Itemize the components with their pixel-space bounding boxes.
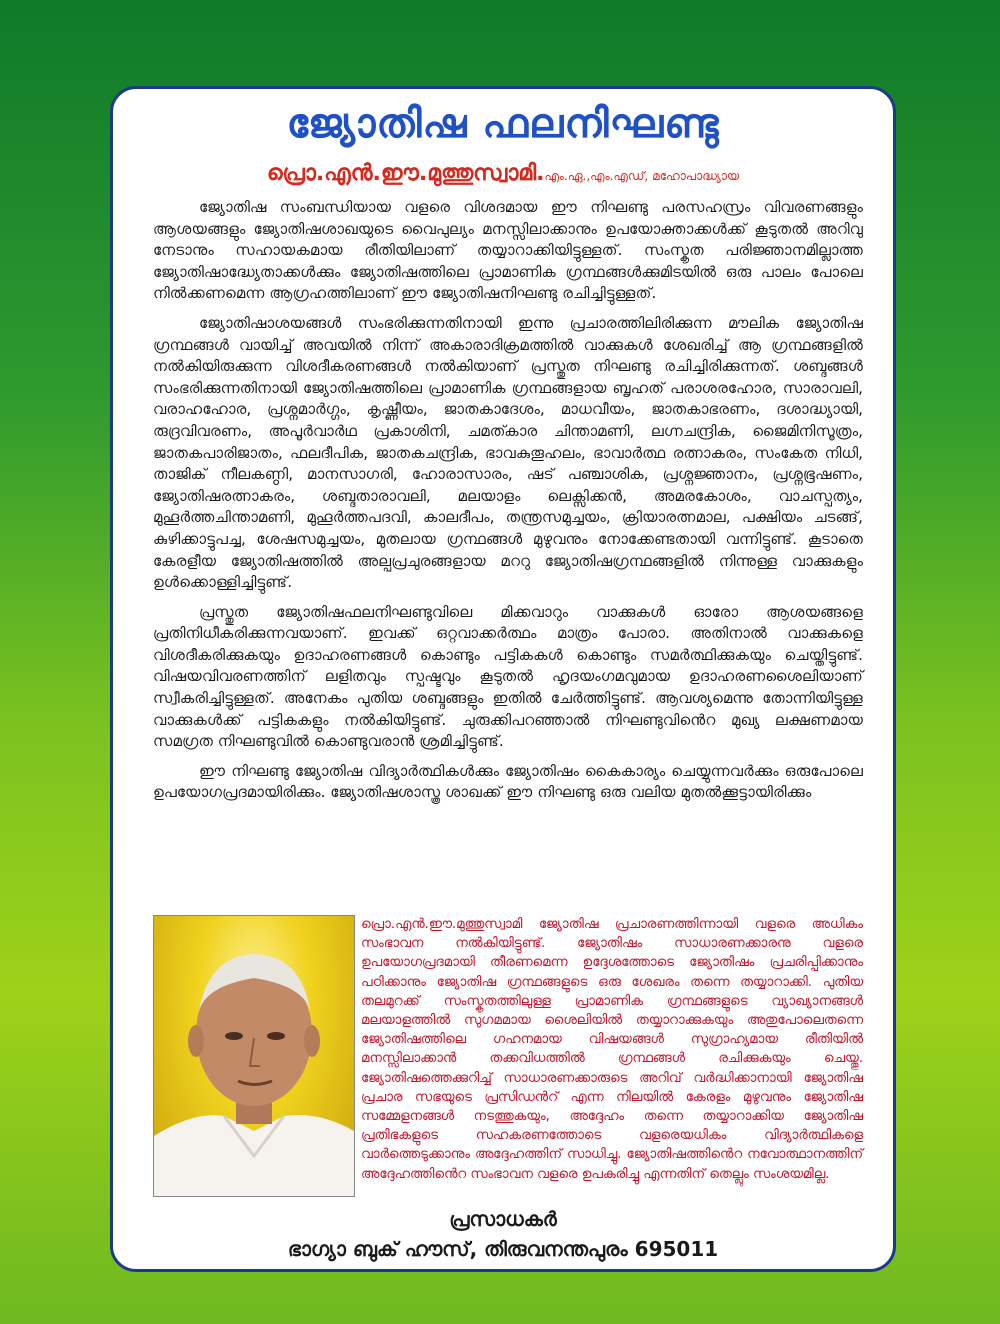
author-portrait-icon xyxy=(154,916,354,1196)
author-photo xyxy=(153,915,355,1197)
description-paragraph: ഈ നിഘണ്ടു ജ്യോതിഷ വിദ്യാർത്ഥികൾക്കും ജ്യോതിഷം കൈകാര്യം ചെയ്യുന്നവർക്കും ഒരുപോലെ ഉപയോഗപ്രദമായിരിക്കും. ജ്യോതിഷശാസ്ത്ര ശാഖക്ക് ഈ നിഘണ്ടു ഒരു വലിയ മുതൽക്കൂട്ടായിരിക്കും xyxy=(153,761,863,802)
description xyxy=(153,197,863,812)
description-paragraph: ജ്യോതിഷാശയങ്ങൾ സംഭരിക്കുന്നതിനായി ഇന്നു പ്രചാരത്തിലിരിക്കുന്ന മൗലിക ജ്യോതിഷ ഗ്രന്ഥങ്ങൾ വായിച്ച് അവയിൽ നിന്ന് അകാരാദിക്രമത്തിൽ വാക്കുകൾ ശേഖരിച്ച് ആ ഗ്രന്ഥങ്ങളിൽ നൽകിയിരുക്കുന്ന വിശദീകരണങ്ങൾ നൽകിയാണ് പ്രസ്തുത നിഘണ്ടു രചിച്ചിരിക്കുന്നത്. ശബ്ദങ്ങൾ സംഭരിക്കുന്നതിനായി ജ്യോതിഷത്തിലെ പ്രാമാണിക ഗ്രന്ഥങ്ങളായ ബൃഹത് പരാശരഹോര, സാരാവലി, വരാഹഹോര, പ്രശ്നമാർഗ്ഗം, കൃഷ്ണീയം, ജാതകാദേശം, മാധവീയം, ജാതകാഭരണം, ദശാദ്ധ്യായി, രുദ്രവിവരണം, അപൂർവാർഥ പ്രകാശിനി, ചമത്കാര ചിന്താമണി, ലഗ്നചന്ദ്രിക, ജൈമിനിസൂത്രം, ജാതകപാരിജാതം, ഫലദീപിക, ജാതകചന്ദ്രിക, ഭാവകുതൂഹലം, ഭാവാർത്ഥ രത്നാകരം, സംകേത നിധി, താജിക് നീലകണ്ഠി, മാനസാഗരി, ഹോരാസാരം, ഷട് പഞ്ചാശിക, പ്രശ്നജ്ഞാനം, പ്രശ്നഭൂഷണം, ജ്യോതിഷരത്നാകരം, ശബ്ദതാരാവലി, മലയാളം ലെക്സിക്കൻ, അമരകോശം, വാചസ്പത്യം, മുഹൂർത്തചിന്താമണി, മുഹൂർത്തപദവി, കാലദീപം, തന്ത്രസമുച്ചയം, ക്രിയാരത്നമാല, പക്ഷിയം ചടങ്ങ്, കുഴിക്കാട്ടുപച്ച, ശേഷസമുച്ചയം, മുതലായ ഗ്രന്ഥങ്ങൾ മുഴുവനും നോക്കേണ്ടതായി വന്നിട്ടുണ്ട്. കൂടാതെ കേരളീയ ജ്യോതിഷത്തിൽ അല്പപ്രചുരങ്ങളായ മററു ജ്യോതിഷഗ്രന്ഥങ്ങളിൽ നിന്നുള്ള വാക്കുകളും ഉൾക്കൊള്ളിച്ചിട്ടുണ്ട്. xyxy=(153,313,863,592)
book-title: ജ്യോതിഷ ഫലനിഘണ്ടു xyxy=(286,101,720,147)
description-paragraph: പ്രസ്തുത ജ്യോതിഷഫലനിഘണ്ടുവിലെ മിക്കവാറും വാക്കുകൾ ഓരോ ആശയങ്ങളെ പ്രതിനിധീകരിക്കുന്നവയാണ്. ഇവക്ക് ഒറ്റവാക്കർത്ഥം മാത്രം പോരാ. അതിനാൽ വാക്കുകളെ വിശദീകരിക്കുകയും ഉദാഹരണങ്ങൾ കൊണ്ടും പട്ടികകൾ കൊണ്ടും സമർത്ഥിക്കുകയും ചെയ്തിട്ടുണ്ട്. വിഷയവിവരണത്തിന് ലളിതവും സ്പഷ്ടവും കൂടുതൽ ഹൃദയംഗമവുമായ ഉദാഹരണശൈലിയാണ് സ്വീകരിച്ചിട്ടുള്ളത്. അനേകം പുതിയ ശബ്ദങ്ങളും ഇതിൽ ചേർത്തിട്ടുണ്ട്. ആവശ്യമെന്നു തോന്നിയിട്ടുള്ള വാക്കുകൾക്ക് പട്ടികകളും നൽകിയിട്ടുണ്ട്. ചുരുക്കിപറഞ്ഞാൽ നിഘണ്ടുവിൻെറ മുഖ്യ ലക്ഷണമായ സമഗ്രത നിഘണ്ടുവിൽ കൊണ്ടുവരാൻ ശ്രമിച്ചിട്ടുണ്ട്. xyxy=(153,602,863,751)
author-qualifications: എം.ഏ.,എം.എഡ്, മഹോപാദ്ധ്യായ xyxy=(544,169,740,183)
description-paragraph: ജ്യോതിഷ സംബന്ധിയായ വളരെ വിശദമായ ഈ നിഘണ്ടു പരസഹസ്രം വിവരണങ്ങളും ആശയങ്ങളും ജ്യോതിഷശാഖയുടെ വൈപുല്യം മനസ്സിലാക്കാനും ഉപയോക്താക്കൾക്ക് കൂടുതൽ അറിവു നേടാനും സഹായകമായ രീതിയിലാണ് തയ്യാറാക്കിയിട്ടുള്ളത്. സംസ്കൃത പരിജ്ഞാനമില്ലാത്ത ജ്യോതിഷാദ്ധ്യേതാക്കൾക്കും ജ്യോതിഷത്തിലെ പ്രാമാണിക ഗ്രന്ഥങ്ങൾക്കുമിടയിൽ ഒരു പാലം പോലെ നിൽക്കണമെന്ന ആഗ്രഹത്തിലാണ് ഈ ജ്യോതിഷനിഘണ്ടു രചിച്ചിട്ടുള്ളത്. xyxy=(153,198,863,303)
back-cover-panel xyxy=(110,86,896,1272)
author-name: പ്രൊ.എൻ.ഈ.മുത്തുസ്വാമി. xyxy=(266,161,545,186)
publisher-label: പ്രസാധകർ xyxy=(449,1207,557,1231)
publisher-block xyxy=(113,1207,893,1261)
publisher-name: ഭാഗ്യാ ബുക് ഹൗസ്, തിരുവനന്തപുരം 695011 xyxy=(287,1237,719,1261)
author-line xyxy=(113,161,893,186)
author-bio: പ്രൊ.എൻ.ഈ.മുത്തുസ്വാമി ജ്യോതിഷ പ്രചാരണത്തിന്നായി വളരെ അധികം സംഭാവന നൽകിയിട്ടുണ്ട്. ജ്യോതിഷം സാധാരണക്കാരനു വളരെ ഉപയോഗപ്രദമായി തീരണമെന്ന ഉദ്ദേശത്തോടെ ജ്യോതിഷം പ്രചരിപ്പിക്കാനും പഠിക്കാനും ജ്യോതിഷ ഗ്രന്ഥങ്ങളുടെ ഒരു ശേഖരം തന്നെ തയ്യാറാക്കി. പുതിയ തലമുറക്ക് സംസ്കൃതത്തിലുള്ള പ്രാമാണിക ഗ്രന്ഥങ്ങളുടെ വ്യാഖ്യാനങ്ങൾ മലയാളത്തിൽ സുഗമമായ ശൈലിയിൽ തയ്യാറാക്കുകയും അതുപോലെതന്നെ ജ്യോതിഷത്തിലെ ഗഹനമായ വിഷയങ്ങൾ സുഗ്രാഹ്യമായ രീതിയിൽ മനസ്സിലാക്കാൻ തക്കവിധത്തിൽ ഗ്രന്ഥങ്ങൾ രചിക്കുകയും ചെയ്തു. ജ്യോതിഷത്തെക്കുറിച്ച് സാധാരണക്കാരുടെ അറിവ് വർദ്ധിക്കാനായി ജ്യോതിഷ പ്രചാര സഭയുടെ പ്രസിഡൻറ് എന്ന നിലയിൽ കേരളം മുഴുവനും ജ്യോതിഷ സമ്മേളനങ്ങൾ നടത്തുകയും, അദ്ദേഹം തന്നെ തയ്യാറാക്കിയ ജ്യോതിഷ പ്രതിഭകളുടെ സഹകരണത്തോടെ വളരെയധികം വിദ്യാർത്ഥികളെ വാർത്തെടുക്കാനും അദ്ദേഹത്തിന് സാധിച്ചു. ജ്യോതിഷത്തിൻെറ നവോത്ഥാനത്തിന് അദ്ദേഹത്തിൻെറ സംഭാവന വളരെ ഉപകരിച്ചു എന്നതിന് തെല്ലും സംശയമില്ല. xyxy=(361,917,863,1182)
